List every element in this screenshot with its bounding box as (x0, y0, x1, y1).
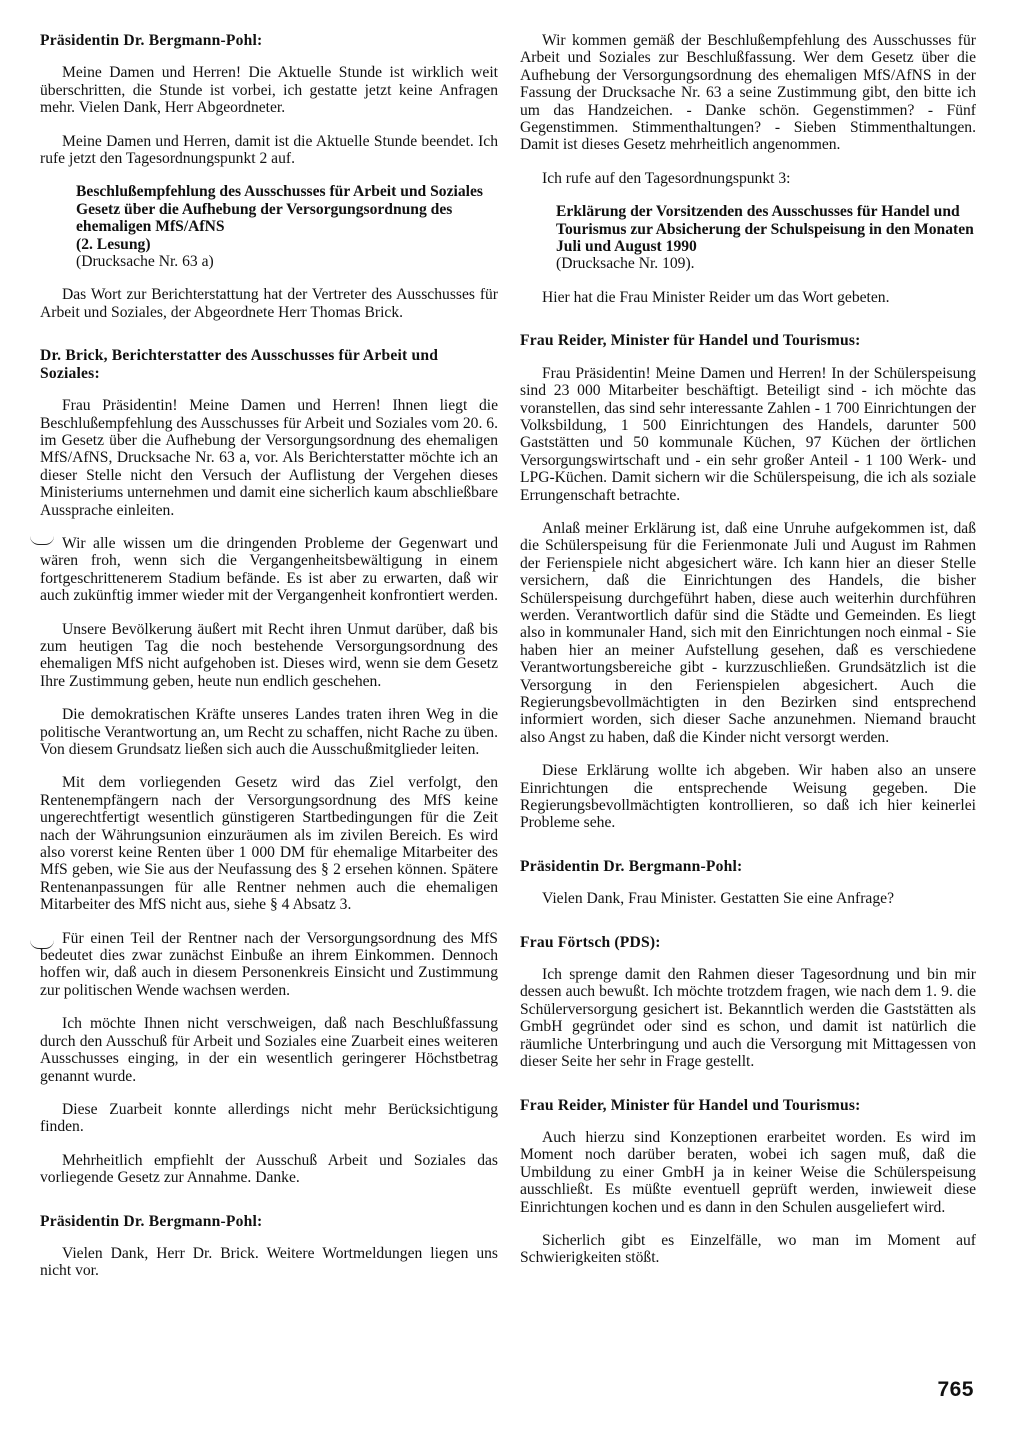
paragraph: Wir alle wissen um die dringenden Probleme der Gegenwart und wären froh, wenn sich die Vergangenheitsbewältigung in einem fortgeschrittenerem Stadium befände. Es ist aber zu erwarten, daß wir auch zukünftig immer wieder mit der Vergangenheit konfrontiert werden. (40, 534, 498, 605)
agenda-document-ref: (Drucksache Nr. 63 a) (76, 253, 214, 271)
paragraph: Ich rufe auf den Tagesordnungspunkt 3: (542, 169, 791, 187)
speaker-heading: Präsidentin Dr. Bergmann-Pohl: (40, 1212, 263, 1230)
paragraph: Meine Damen und Herren, damit ist die Aktuelle Stunde beendet. Ich rufe jetzt den Tagesordnungspunkt 2 auf. (40, 132, 498, 168)
paragraph: Frau Präsidentin! Meine Damen und Herren! In der Schülerspeisung sind 23 000 Mitarbeiter beschäftigt. Beteiligt sind - ich möchte das voranstellen, das sind sehr interessante Zahlen - 1 700 Einrichtungen der Volksbildung, 1 500 Einrichtungen des Handels, darunter 500 Gaststätten und 50 kommunale Küchen, 97 Küchen der örtlichen Versorgungswirtschaft und - ein sehr großer Anteil - 1 100 Werk- und LPG-Küchen. Damit sichern wir die Schülerspeisung, die ich als soziale Errungenschaft betrachte. (520, 364, 976, 504)
paragraph: Mehrheitlich empfiehlt der Ausschuß Arbeit und Soziales das vorliegende Gesetz zur Annahme. Danke. (40, 1151, 498, 1187)
agenda-reading: (2. Lesung) (76, 235, 151, 253)
agenda-document-ref: (Drucksache Nr. 109). (556, 255, 695, 273)
paragraph: Vielen Dank, Herr Dr. Brick. Weitere Wortmeldungen liegen uns nicht vor. (40, 1244, 498, 1280)
paragraph: Hier hat die Frau Minister Reider um das Wort gebeten. (542, 288, 890, 306)
paragraph: Die demokratischen Kräfte unseres Landes traten ihren Weg in die politische Verantwortung an, um Recht zu schaffen, nicht Rache zu üben. Von diesem Grundsatz ließen sich auch die Ausschußmitglieder leiten. (40, 706, 498, 758)
agenda-title: Beschlußempfehlung des Ausschusses für Arbeit und Soziales (76, 183, 483, 201)
speaker-heading: Frau Reider, Minister für Handel und Tourismus: (520, 1096, 861, 1114)
paragraph: Für einen Teil der Rentner nach der Versorgungsordnung des MfS bedeutet dies zwar zunächst Einbuße an ihrem Einkommen. Dennoch hoffen wir, daß auch in diesem Personenkreis Einsicht und Zustimmung zur politischen Wende wachsen werden. (40, 929, 498, 999)
paragraph: Mit dem vorliegenden Gesetz wird das Ziel verfolgt, den Rentenempfängern nach der Versorgungsordnung des MfS keine ungerechtfertigt wesentlich günstigeren Startbedingungen für die Zeit nach der Währungsunion einzuräumen als im zivilen Bereich. Es wird also vorerst keine Renten über 1 000 DM für ehemalige Mitarbeiter des MfS geben, wie Sie aus der Neufassung des § 2 ersehen können. Spätere Rentenanpassungen für alle Rentner nehmen auch die ehemaligen Mitarbeiter des MfS nicht aus, siehe § 4 Absatz 3. (40, 774, 498, 914)
paragraph: Anlaß meiner Erklärung ist, daß eine Unruhe aufgekommen ist, daß die Schülerspeisung für die Ferienmonate Juli und August im Rahmen der Ferienspiele nicht abgesichert wäre. Ich kann hier an dieser Stelle versichern, daß die Einrichtungen des Handels, die bisher Schülerspeisung durchgeführt haben, diese auch weiterhin durchführen werden. Verantwortlich dafür sind die Städte und Gemeinden. Es liegt also in kommunaler Hand, sich mit den Einrichtungen noch einmal - Sie haben hier an meiner Aufstellung gesehen, daß es verschiedene Verantwortungsbereiche gibt - kurzzuschließen. Grundsätzlich ist die Versorgung in den Ferienspielen abgesichert. Auch die Regierungsbevollmächtigten in den Bezirken sind entsprechend informiert worden, sich dieser Sache anzunehmen. Niemand braucht also Angst zu haben, daß die Kinder nicht versorgt werden. (520, 519, 976, 746)
agenda-item (76, 183, 498, 270)
paragraph: Ich sprenge damit den Rahmen dieser Tagesordnung und bin mir dessen auch bewußt. Ich möchte trotzdem fragen, wie nach dem 1. 9. die Schülerversorgung gesichert ist. Bekanntlich werden die Gaststätten als GmbH gegründet oder sind es schon, und damit ist natürlich die räumliche Unterbringung und auch die Versorgung mit Mittagessen von dieser Seite her sehr in Frage gestellt. (520, 966, 976, 1071)
page-number: 765 (937, 1378, 974, 1401)
paragraph: Das Wort zur Berichterstattung hat der Vertreter des Ausschusses für Arbeit und Soziales, der Abgeordnete Herr Thomas Brick. (40, 286, 498, 321)
speaker-heading: Präsidentin Dr. Bergmann-Pohl: (40, 32, 263, 49)
paragraph: Unsere Bevölkerung äußert mit Recht ihren Unmut darüber, daß bis zum heutigen Tag die noch bestehende Versorgungsordnung des ehemaligen MfS nicht aufgehoben ist. Dieses wird, wenn sie dem Gesetz Ihre Zustimmung geben, heute nun endlich geschehen. (40, 620, 498, 690)
agenda-title: Gesetz über die Aufhebung der Versorgungsordnung des ehemaligen MfS/AfNS (76, 200, 453, 236)
paragraph: Auch hierzu sind Konzeptionen erarbeitet worden. Es wird im Moment noch darüber beraten, wobei ich sagen muß, daß die Umbildung zu einer GmbH ja in keiner Weise die Schülerspeisung ausschließt. Es müßte eventuell geprüft werden, inwieweit diese Einrichtungen kochen und es dann in den Schulen ausgeliefert wird. (520, 1128, 976, 1216)
paragraph: Ich möchte Ihnen nicht verschweigen, daß nach Beschlußfassung durch den Ausschuß für Arbeit und Soziales eine Zuarbeit eines weiteren Ausschusses einging, in der ein wesentlich geringerer Höchstbetrag genannt wurde. (40, 1015, 498, 1085)
paragraph: Frau Präsidentin! Meine Damen und Herren! Ihnen liegt die Beschlußempfehlung des Ausschusses für Arbeit und Soziales vom 20. 6. im Gesetz über die Aufhebung der Versorgungsordnung des ehemaligen MfS/AfNS, Drucksache Nr. 63 a, vor. Als Berichterstatter möchte ich an dieser Stelle nicht den Versuch der Auflistung der Vergehen dieses Ministeriums unternehmen und damit eine sicherlich kaum abschließbare Aussprache einleiten. (40, 397, 498, 519)
paragraph: Vielen Dank, Frau Minister. Gestatten Sie eine Anfrage? (542, 890, 894, 908)
paragraph: Diese Zuarbeit konnte allerdings nicht mehr Berücksichtigung finden. (40, 1100, 498, 1136)
speaker-heading: Dr. Brick, Berichterstatter des Ausschusses für Arbeit und Soziales: (40, 347, 439, 382)
speaker-heading: Präsidentin Dr. Bergmann-Pohl: (520, 857, 743, 875)
paragraph: Meine Damen und Herren! Die Aktuelle Stunde ist wirklich weit überschritten, die Stunde ist vorbei, ich gestatte jetzt keine Anfragen mehr. Vielen Dank, Herr Abgeordneter. (40, 64, 498, 117)
speaker-heading: Frau Reider, Minister für Handel und Tourismus: (520, 332, 861, 350)
paragraph: Sicherlich gibt es Einzelfälle, wo man im Moment auf Schwierigkeiten stößt. (520, 1231, 976, 1267)
paragraph: Diese Erklärung wollte ich abgeben. Wir haben also an unsere Einrichtungen die entsprechende Weisung gegeben. Die Regierungsbevollmächtigten kontrollieren, so daß ich hier keinerlei Probleme sehe. (520, 762, 976, 832)
paragraph: Wir kommen gemäß der Beschlußempfehlung des Ausschusses für Arbeit und Soziales zur Beschlußfassung. Wer dem Gesetz über die Aufhebung der Versorgungsordnung des ehemaligen MfS/AfNS in der Fassung der Drucksache Nr. 63 a seine Zustimmung gibt, den bitte ich um das Handzeichen. - Danke schön. Gegenstimmen? - Fünf Gegenstimmen. Stimmenthaltungen? - Sieben Stimmenthaltungen. Damit ist dieses Gesetz mehrheitlich angenommen. (520, 32, 976, 154)
right-column (520, 32, 976, 1283)
agenda-title: Erklärung der Vorsitzenden des Ausschusses für Handel und Tourismus zur Absicherung der Schulspeisung in den Monaten Juli und August 1990 (556, 203, 974, 256)
agenda-item (556, 203, 976, 273)
speaker-heading: Frau Förtsch (PDS): (520, 933, 661, 951)
left-column (40, 32, 498, 1296)
